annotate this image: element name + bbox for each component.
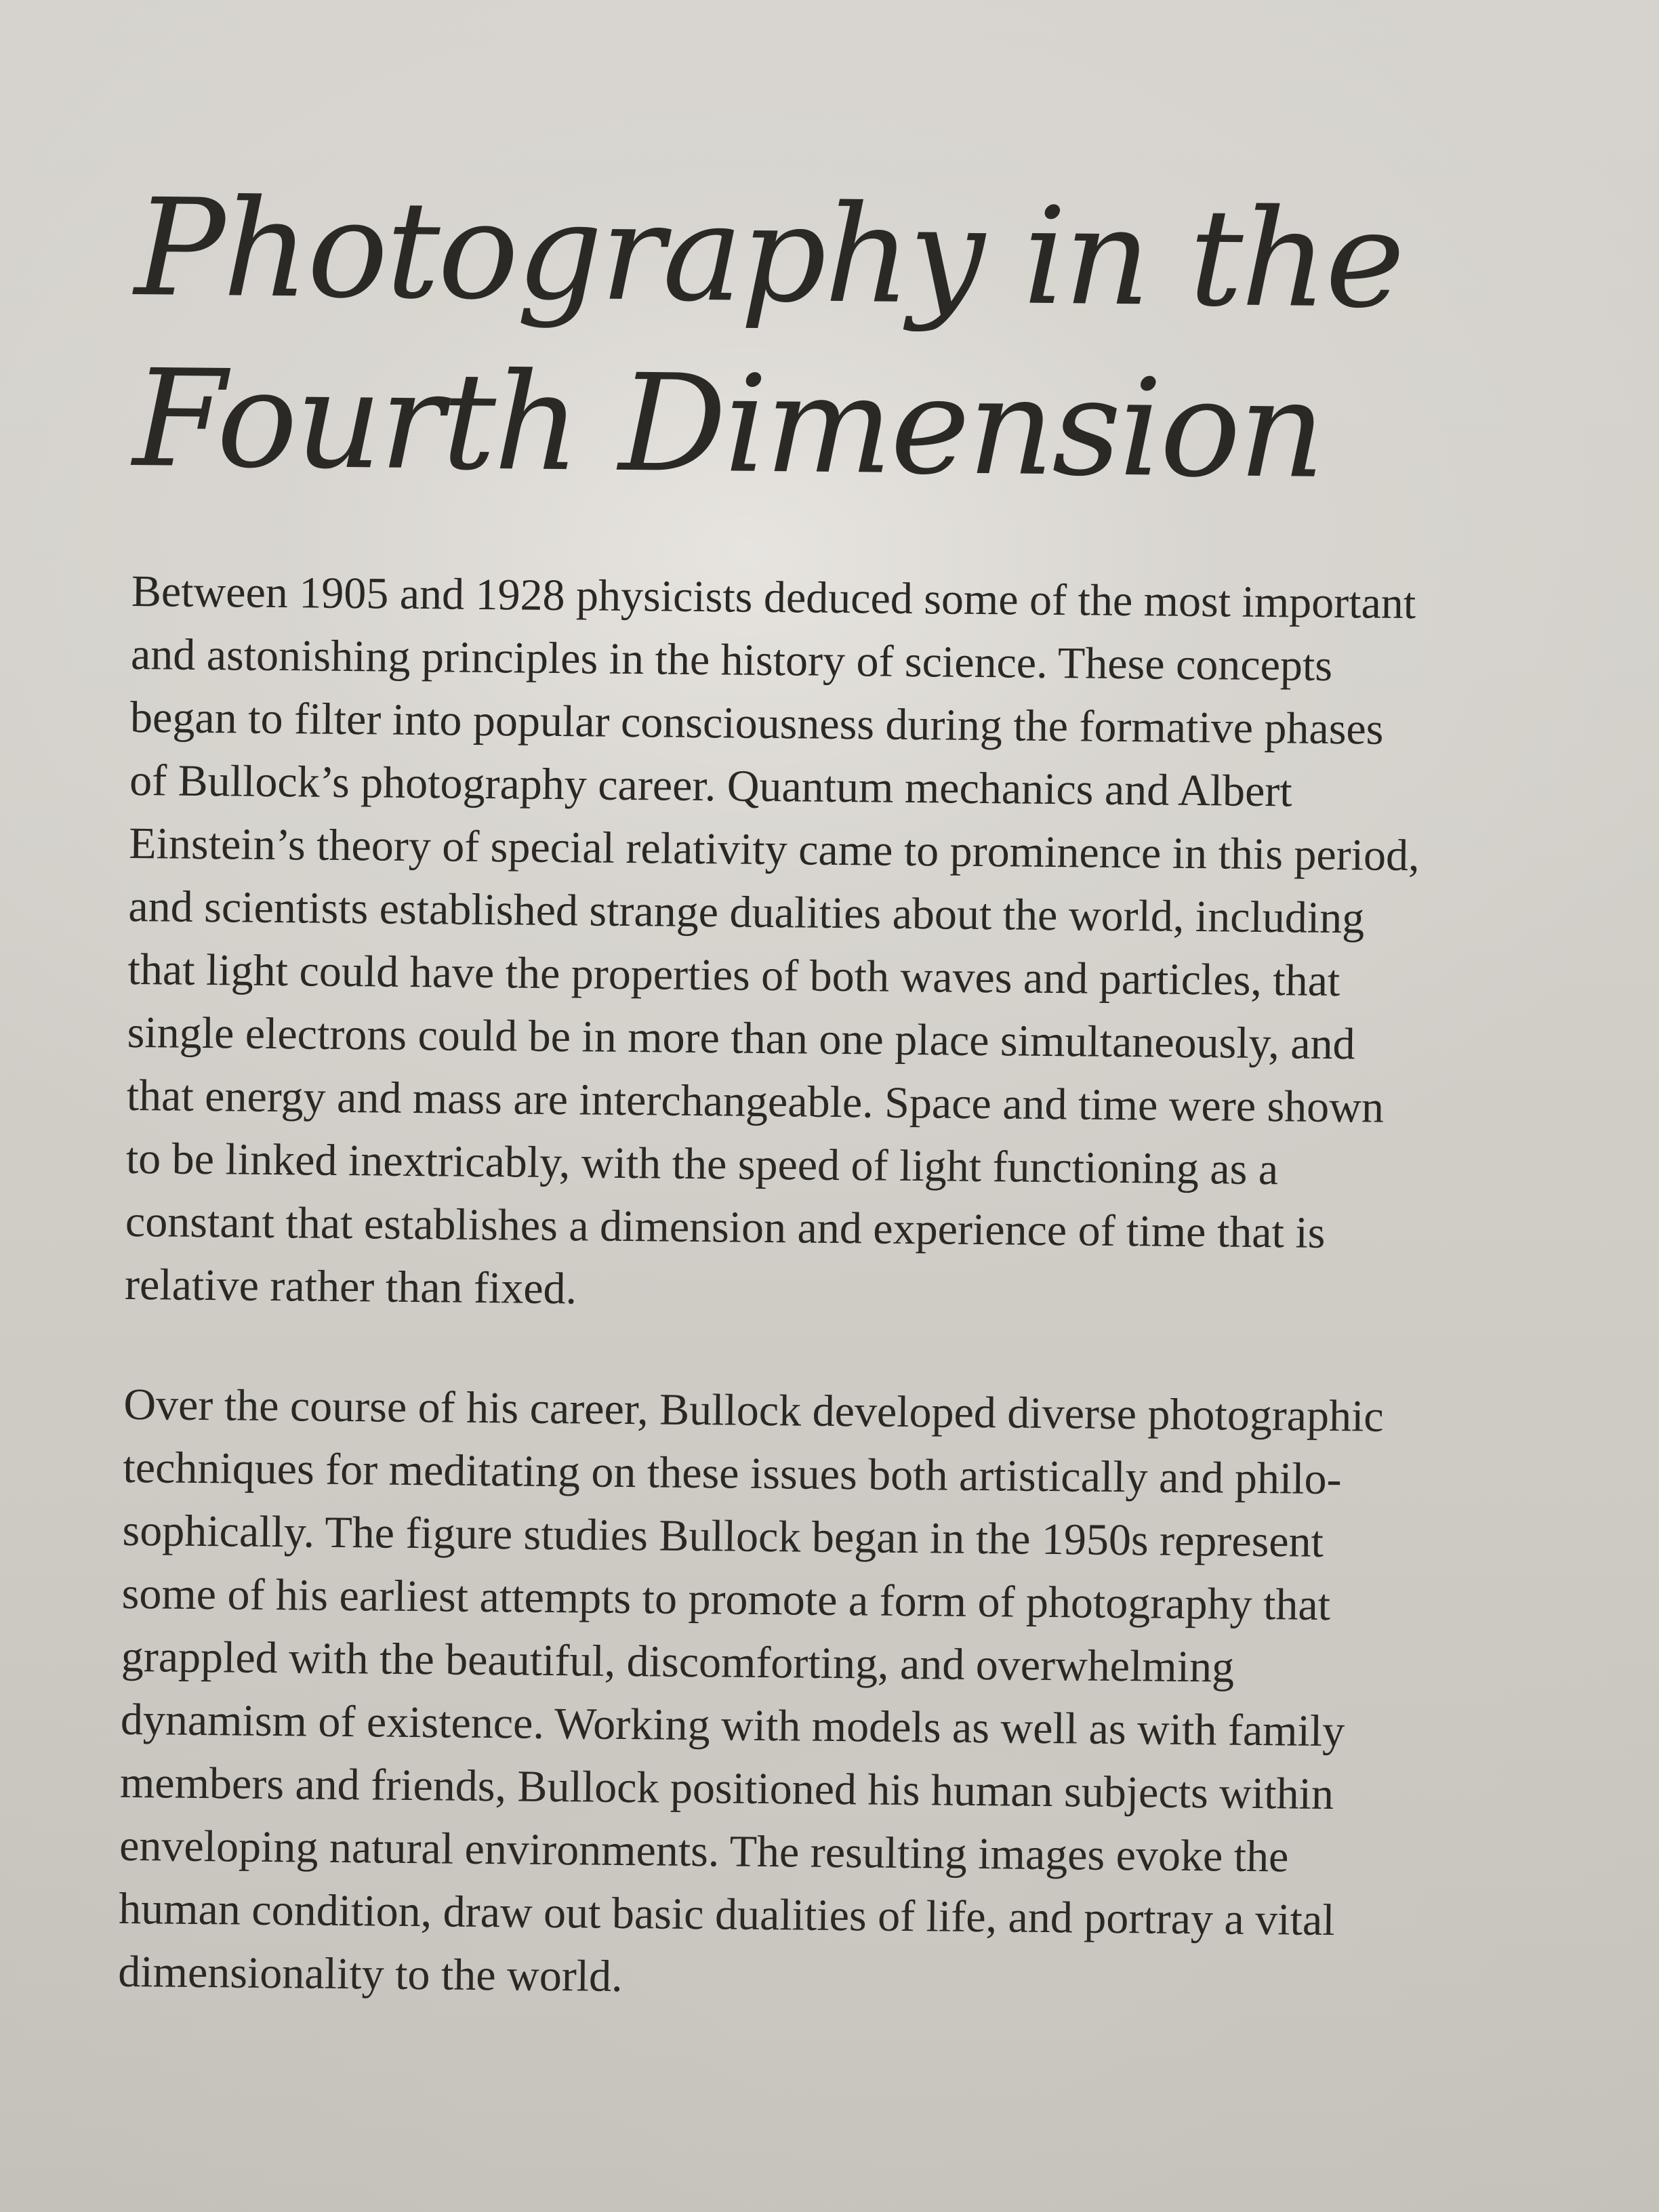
text-line: that energy and mass are interchangeable. Space and time were shown [126, 1070, 1385, 1132]
text-line: Between 1905 and 1928 physicists deduced some of the most important [131, 566, 1416, 629]
text-line: enveloping natural environments. The resulting images evoke the [119, 1820, 1289, 1882]
text-line: Over the course of his career, Bullock developed diverse photographic [123, 1379, 1385, 1441]
text-line: dimensionality to the world. [118, 1946, 623, 2002]
title-line: Photography in the [134, 169, 1404, 338]
text-line: dynamism of existence. Working with models as well as with family [120, 1694, 1345, 1757]
text-line: human condition, draw out basic dualities of life, and portray a vital [118, 1883, 1335, 1946]
text-line: relative rather than fixed. [124, 1259, 577, 1314]
text-line: single electrons could be in more than one place simultaneously, and [127, 1007, 1355, 1069]
text-line: grappled with the beautiful, discomforting, and overwhelming [121, 1631, 1235, 1692]
title-line: Fourth Dimension [132, 340, 1324, 508]
exhibition-text [118, 163, 1450, 2015]
text-line: that light could have the properties of both waves and particles, that [127, 944, 1340, 1006]
exhibition-title [132, 163, 1450, 517]
intro-paragraph [125, 560, 1447, 1329]
text-line: constant that establishes a dimension and experience of time that is [125, 1196, 1326, 1258]
text-line: began to filter into popular consciousness during the formative phases [129, 692, 1384, 754]
text-line: techniques for meditating on these issues both artistically and philo- [123, 1442, 1342, 1504]
text-line: members and friends, Bullock positioned his human subjects within [119, 1757, 1334, 1820]
text-line: and scientists established strange dualities about the world, including [128, 881, 1365, 943]
career-paragraph [118, 1373, 1439, 2016]
text-line: to be linked inextricably, with the speed of light functioning as a [125, 1133, 1279, 1195]
text-line: Einstein’s theory of special relativity came to prominence in this period, [129, 818, 1420, 881]
text-line: some of his earliest attempts to promote a form of photography that [121, 1568, 1331, 1631]
text-line: of Bullock’s photography career. Quantum mechanics and Albert [129, 755, 1293, 817]
text-line: and astonishing principles in the history of science. These concepts [130, 629, 1333, 691]
text-line: sophically. The figure studies Bullock began in the 1950s represent [122, 1505, 1324, 1567]
